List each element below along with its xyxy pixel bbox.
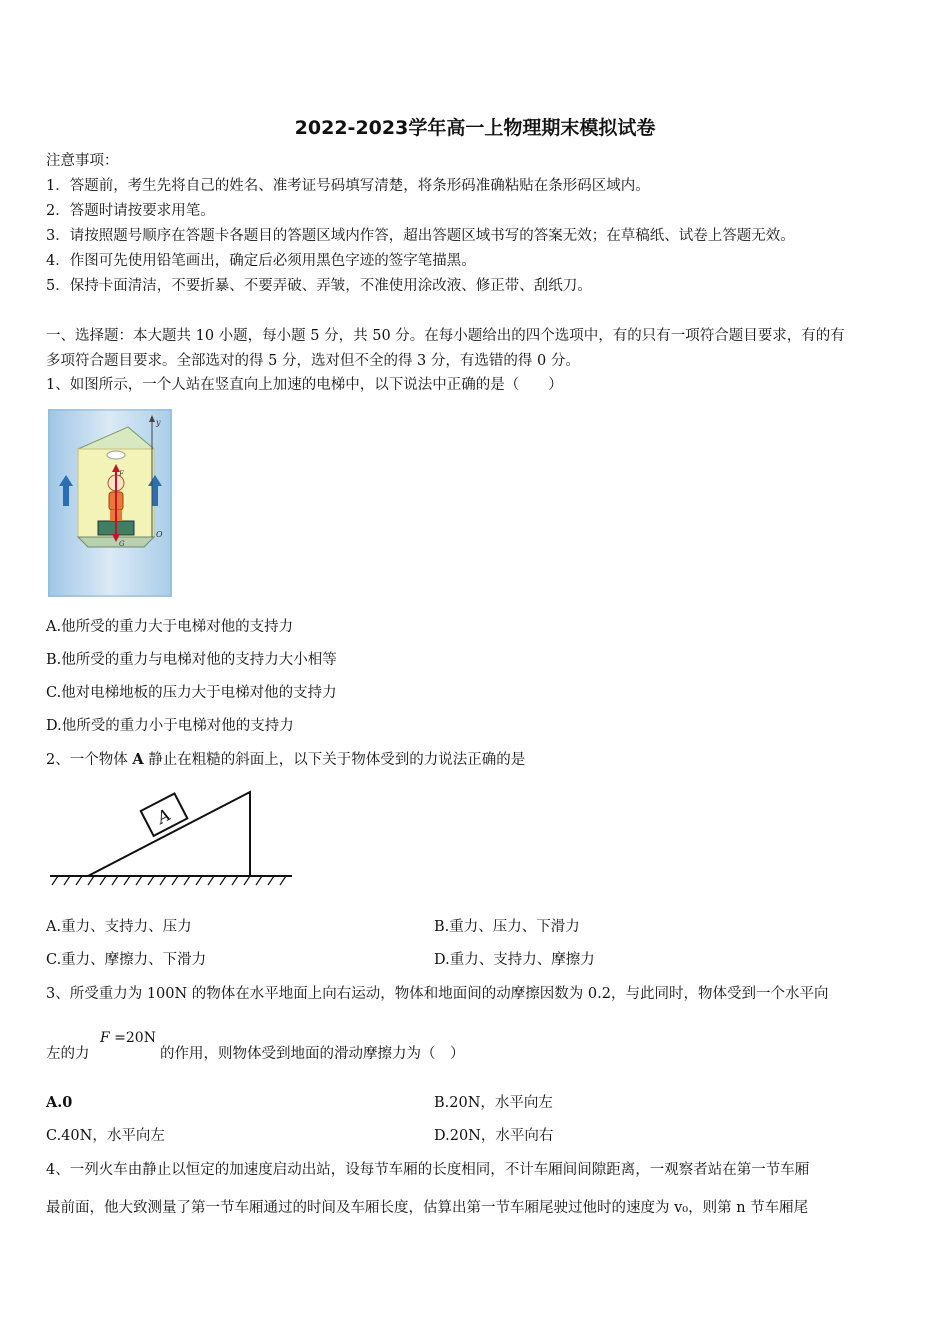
question-1-stem: 1、如图所示，一个人站在竖直向上加速的电梯中，以下说法中正确的是（ ） — [46, 377, 563, 393]
question-4-line1: 4、一列火车由静止以恒定的加速度启动出站，设每节车厢的长度相同，不计车厢间间隙距离，一观察者站在第一节车厢 — [46, 1162, 810, 1178]
q3-formula — [100, 1030, 156, 1046]
q2-stem-pre: 2、一个物体 — [46, 752, 133, 768]
notice-item: 1．答题前，考生先将自己的姓名、准考证号码填写清楚，将条形码准确粘贴在条形码区域内。 — [46, 178, 650, 194]
q2-option-d: D.重力、支持力、摩擦力 — [434, 952, 595, 968]
page-title: 2022-2023学年高一上物理期末模拟试卷 — [294, 117, 656, 139]
q1-option-d: D.他所受的重力小于电梯对他的支持力 — [46, 718, 294, 734]
elevator-figure — [48, 409, 172, 597]
q1-option-c: C.他对电梯地板的压力大于电梯对他的支持力 — [46, 685, 337, 701]
q2-option-a: A.重力、支持力、压力 — [46, 919, 192, 935]
question-2-stem — [46, 750, 525, 770]
q2-stem-post: 静止在粗糙的斜面上，以下关于物体受到的力说法正确的是 — [143, 752, 526, 768]
incline-figure — [48, 784, 294, 890]
formula-value: =20N — [109, 1030, 156, 1046]
q1-option-b: B.他所受的重力与电梯对他的支持力大小相等 — [46, 652, 337, 668]
notice-heading: 注意事项： — [46, 153, 119, 169]
q3-option-a: A.0 — [46, 1094, 73, 1111]
notice-item: 5．保持卡面清洁，不要折暴、不要弄破、弄皱，不准使用涂改液、修正带、刮纸刀。 — [46, 278, 592, 294]
force-label: F — [119, 470, 124, 478]
y-axis-label: y — [156, 418, 161, 427]
notice-item: 3．请按照题号顺序在答题卡各题目的答题区域内作答，超出答题区域书写的答案无效；在草稿纸、试卷上答题无效。 — [46, 228, 795, 244]
notice-item: 4．作图可先使用铅笔画出，确定后必须用黑色字迹的签字笔描黑。 — [46, 253, 476, 269]
formula-variable: F — [100, 1030, 110, 1046]
block-label: A — [154, 805, 175, 829]
q1-option-a: A.他所受的重力大于电梯对他的支持力 — [46, 619, 294, 635]
gravity-label: G — [119, 540, 125, 548]
q3-option-b: B.20N，水平向左 — [434, 1095, 553, 1111]
section-instructions: 多项符合题目要求。全部选对的得 5 分，选对但不全的得 3 分，有选错的得 0 分。 — [46, 353, 580, 369]
q3-line2-post: 的作用，则物体受到地面的滑动摩擦力为（ ） — [160, 1046, 465, 1062]
notice-item: 2．答题时请按要求用笔。 — [46, 203, 215, 219]
origin-label: O — [156, 530, 163, 539]
q3-line2-pre: 左的力 — [46, 1046, 90, 1062]
q2-option-c: C.重力、摩擦力、下滑力 — [46, 952, 207, 968]
q2-option-b: B.重力、压力、下滑力 — [434, 919, 580, 935]
q3-option-d: D.20N，水平向右 — [434, 1128, 554, 1144]
section-instructions: 一、选择题：本大题共 10 小题，每小题 5 分，共 50 分。在每小题给出的四个选项中，有的只有一项符合题目要求，有的有 — [46, 328, 845, 344]
question-4-line2: 最前面，他大致测量了第一节车厢通过的时间及车厢长度，估算出第一节车厢尾驶过他时的速度为 v₀，则第 n 节车厢尾 — [46, 1200, 809, 1216]
question-3-line1: 3、所受重力为 100N 的物体在水平地面上向右运动，物体和地面间的动摩擦因数为 0.2，与此同时，物体受到一个水平向 — [46, 986, 829, 1002]
q3-option-c: C.40N，水平向左 — [46, 1128, 165, 1144]
q2-stem-object: A — [132, 751, 144, 768]
